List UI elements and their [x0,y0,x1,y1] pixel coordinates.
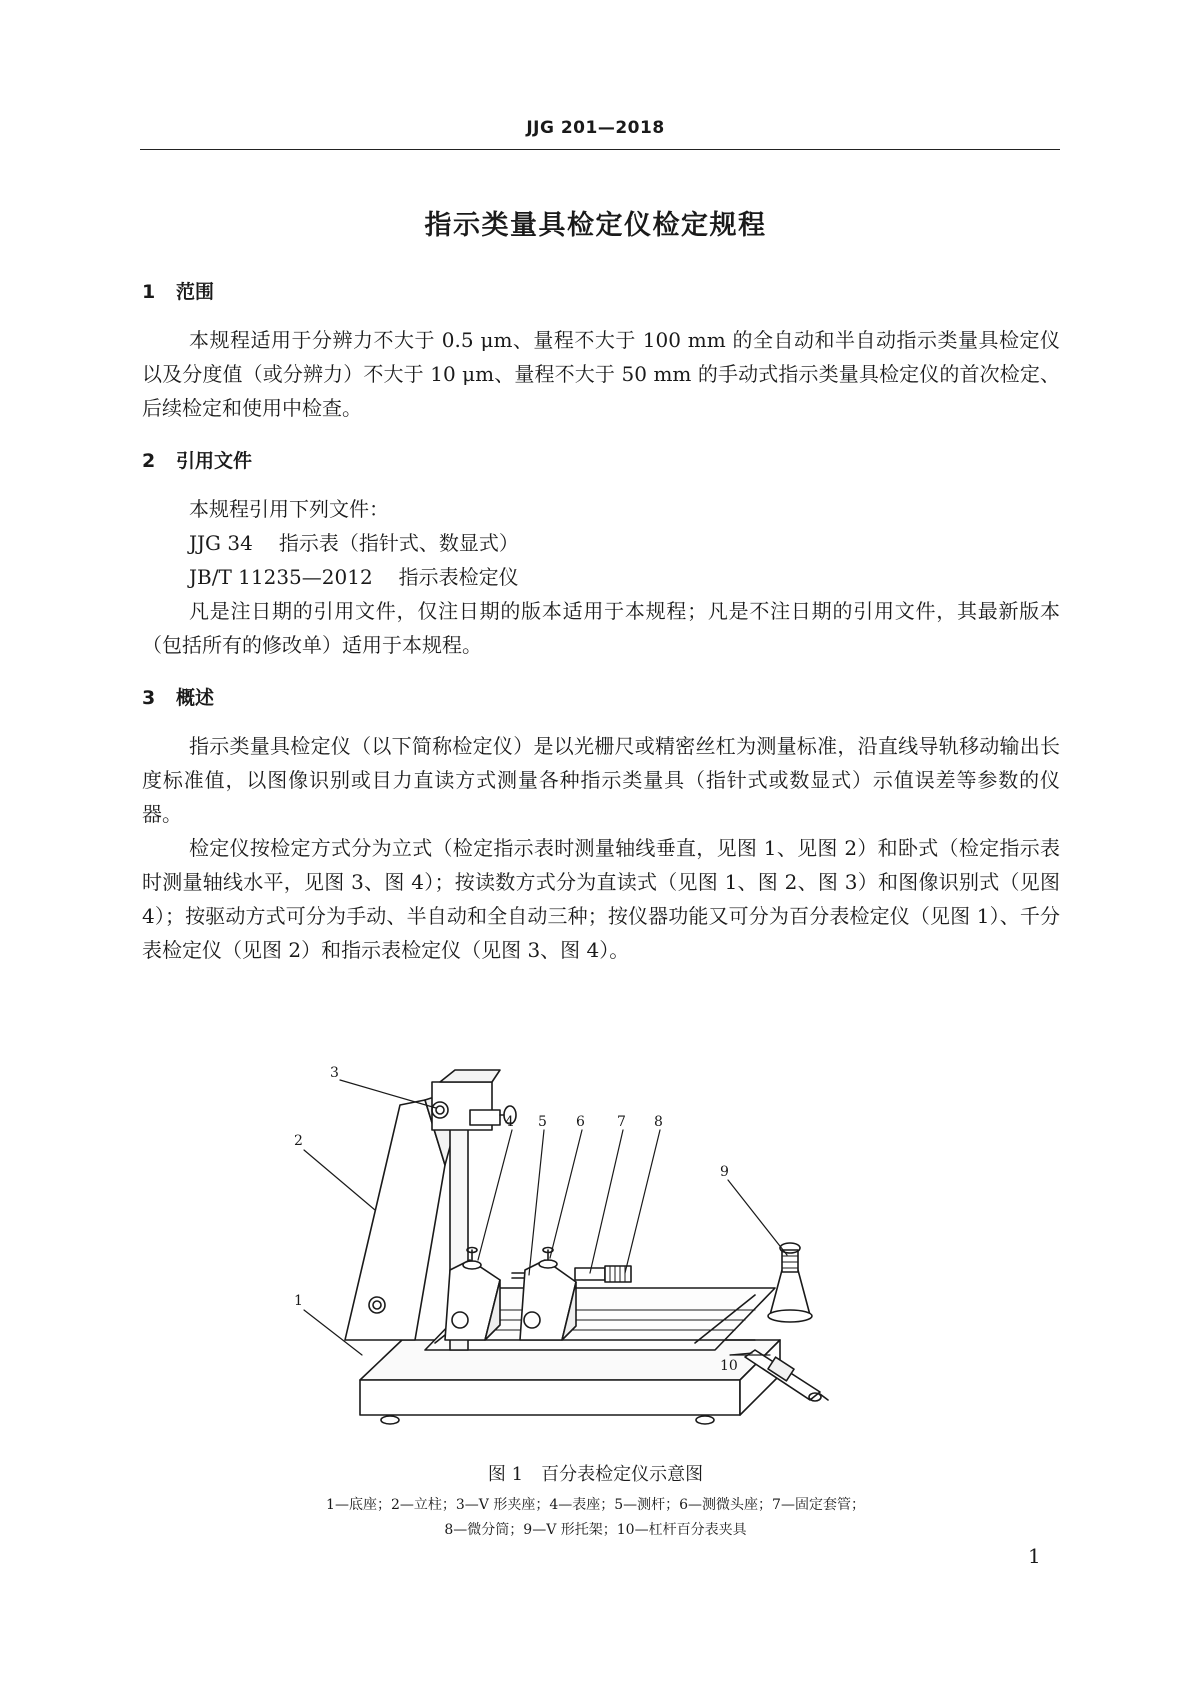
section-title: 范围 [176,281,215,303]
callout-5: 5 [538,1114,547,1130]
reference-code: JB/T 11235—2012 [189,565,373,589]
figure-legend-line-1: 1—底座；2—立柱；3—V 形夹座；4—表座；5—测杆；6—测微头座；7—固定套管； [326,1497,865,1513]
figure-caption: 图 1 百分表检定仪示意图 [487,1464,704,1485]
callout-7: 7 [617,1114,626,1130]
standard-code-header: JJG 201—2018 [526,118,665,138]
v-clamp-seat-illustration [432,1070,516,1130]
callout-1: 1 [294,1293,303,1309]
section-heading-scope [142,277,214,304]
callout-4: 4 [505,1114,514,1130]
section-number: 2 [142,450,156,472]
reference-item [189,526,519,560]
v-support-illustration [768,1243,812,1322]
callout-8: 8 [654,1114,663,1130]
reference-item [189,560,519,594]
section-title: 概述 [176,687,215,709]
references-intro: 本规程引用下列文件： [189,497,389,521]
callout-2: 2 [294,1133,303,1149]
header-rule [140,149,1060,150]
callout-3: 3 [330,1065,339,1081]
section-heading-references [142,446,252,473]
figure-legend-line-2: 8—微分筒；9—V 形托架；10—杠杆百分表夹具 [444,1522,747,1538]
callout-9: 9 [720,1164,729,1180]
section-number: 1 [142,281,156,303]
reference-title: 指示表检定仪 [398,565,519,589]
callout-6: 6 [576,1114,585,1130]
document-title: 指示类量具检定仪检定规程 [424,210,767,241]
section-title: 引用文件 [176,450,253,472]
section-number: 3 [142,687,156,709]
base-illustration [360,1340,780,1424]
page-number: 1 [1028,1544,1041,1568]
reference-code: JJG 34 [189,531,253,555]
scope-paragraph: 本规程适用于分辨力不大于 0.5 μm、量程不大于 100 mm 的全自动和半自动指示类量具检定仪以及分度值（或分辨力）不大于 10 μm、量程不大于 50 mm 的手动式指示类量具检定仪的首次检定、后续检定和使用中检查。 [142,328,1060,420]
overview-paragraph-1: 指示类量具检定仪（以下简称检定仪）是以光栅尺或精密丝杠为测量标准，沿直线导轨移动输出长度标准值，以图像识别或目力直读方式测量各种指示类量具（指针式或数显式）示值误差等参数的仪器。 [142,734,1060,826]
section-heading-overview [142,683,214,710]
reference-title: 指示表（指针式、数显式） [278,531,519,555]
dial-indicator-calibrator-figure [294,1065,900,1455]
references-note: 凡是注日期的引用文件，仅注日期的版本适用于本规程；凡是不注日期的引用文件，其最新版本（包括所有的修改单）适用于本规程。 [142,599,1060,657]
callout-10: 10 [720,1358,738,1374]
overview-paragraph-2: 检定仪按检定方式分为立式（检定指示表时测量轴线垂直，见图 1、见图 2）和卧式（检定指示表时测量轴线水平，见图 3、图 4）；按读数方式分为直读式（见图 1、图 2、图 3）和图像识别式（见图 4）；按驱动方式可分为手动、半自动和全自动三种；按仪器功能又可分为百分表检定仪（见图 1）、千分表检定仪（见图 2）和指示表检定仪（见图 3、图 4）。 [142,836,1060,962]
